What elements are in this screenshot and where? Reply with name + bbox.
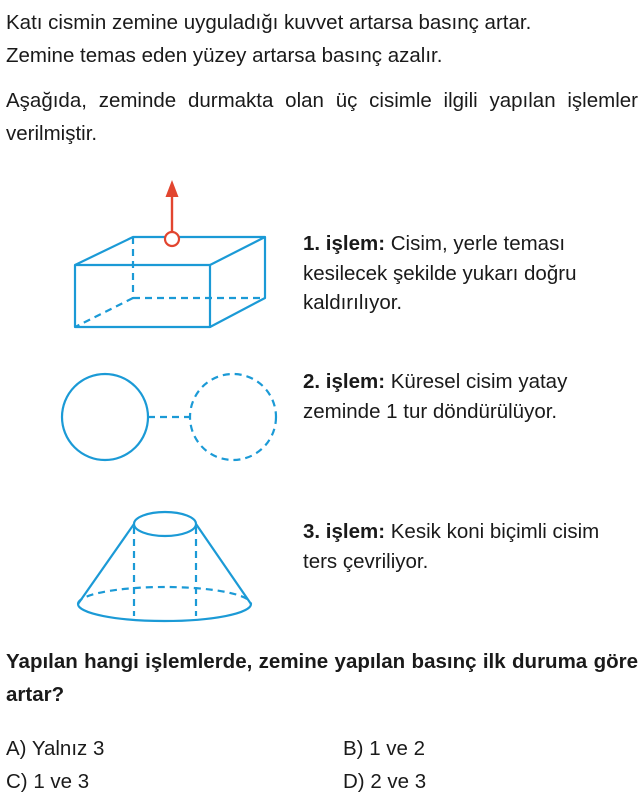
- operation-3-text: Kesik koni biçimli cisim ters çevriliyor.: [303, 520, 600, 573]
- operation-2: [303, 367, 623, 426]
- operation-1-label: 1. işlem:: [303, 232, 386, 255]
- operation-2-text: Küresel cisim yatay zeminde 1 tur döndürülüyor.: [303, 370, 568, 423]
- up-arrow-icon: [165, 180, 179, 246]
- operation-3-label: 3. işlem:: [303, 520, 386, 543]
- intro-line-1: Katı cismin zemine uyguladığı kuvvet artarsa basınç artar.: [6, 11, 532, 34]
- truncated-cone-figure: [78, 512, 251, 621]
- question-text: Yapılan hangi işlemlerde, zemine yapılan basınç ilk duruma göre artar?: [6, 650, 638, 706]
- operation-2-label: 2. işlem:: [303, 370, 386, 393]
- option-b[interactable]: B) 1 ve 2: [343, 737, 426, 760]
- lead-text: Aşağıda, zeminde durmakta olan üç cisimle ilgili yapılan işlemler verilmiştir.: [6, 89, 638, 145]
- option-d[interactable]: D) 2 ve 3: [343, 770, 427, 793]
- operation-3: [303, 517, 623, 576]
- box-figure: [75, 237, 265, 327]
- option-a[interactable]: A) Yalnız 3: [6, 737, 105, 760]
- sphere-figure: [62, 374, 276, 460]
- intro-line-2: Zemine temas eden yüzey artarsa basınç azalır.: [6, 44, 443, 67]
- operation-1-text: Cisim, yerle teması kesilecek şekilde yukarı doğru kaldırılıyor.: [303, 232, 577, 314]
- operation-1: [303, 229, 623, 318]
- option-c[interactable]: C) 1 ve 3: [6, 770, 90, 793]
